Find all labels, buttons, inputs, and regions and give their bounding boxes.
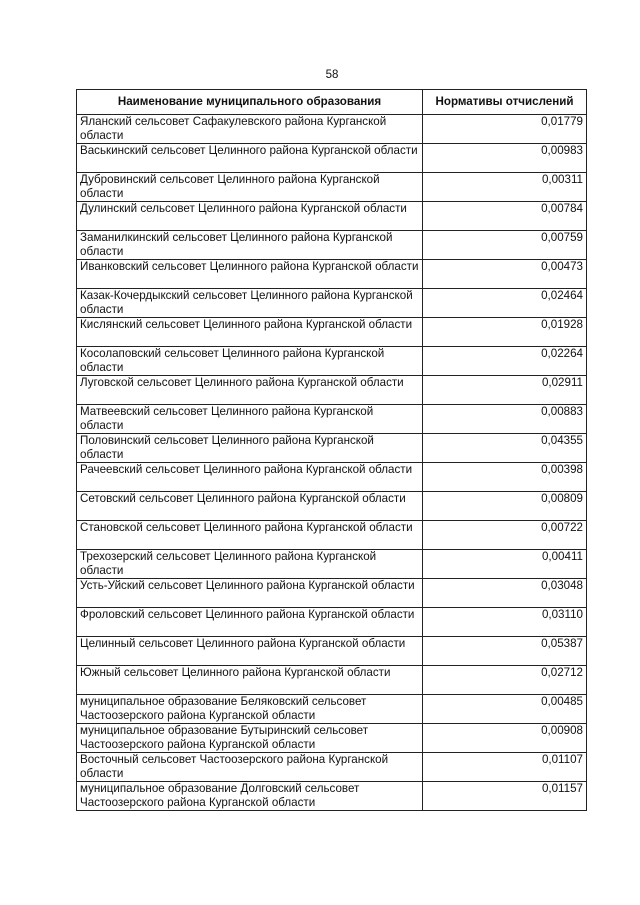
norms-table: [76, 89, 587, 811]
municipality-name-cell: муниципальное образование Бутыринский сельсовет Частоозерского района Курганской области: [77, 724, 423, 753]
norm-value-cell: 0,03048: [423, 579, 587, 608]
table-row: [77, 318, 587, 347]
norm-value-cell: 0,02911: [423, 376, 587, 405]
page-number: 58: [325, 69, 339, 81]
table-row: [77, 608, 587, 637]
norm-value-cell: 0,02712: [423, 666, 587, 695]
norm-value-cell: 0,00722: [423, 521, 587, 550]
column-header-name: Наименование муниципального образования: [77, 90, 423, 115]
norm-value-cell: 0,02464: [423, 289, 587, 318]
norm-value-cell: 0,01107: [423, 753, 587, 782]
table-row: [77, 231, 587, 260]
table-row: [77, 724, 587, 753]
table-row: [77, 521, 587, 550]
norm-value-cell: 0,00759: [423, 231, 587, 260]
table-row: [77, 637, 587, 666]
municipality-name-cell: Кислянский сельсовет Целинного района Курганской области: [77, 318, 423, 347]
municipality-name-cell: Целинный сельсовет Целинного района Курганской области: [77, 637, 423, 666]
municipality-name-cell: Дулинский сельсовет Целинного района Курганской области: [77, 202, 423, 231]
table-row: [77, 463, 587, 492]
table-row: [77, 347, 587, 376]
norm-value-cell: 0,00809: [423, 492, 587, 521]
table-header-row: [77, 90, 587, 115]
norm-value-cell: 0,01928: [423, 318, 587, 347]
norm-value-cell: 0,01157: [423, 782, 587, 811]
norm-value-cell: 0,00311: [423, 173, 587, 202]
norm-value-cell: 0,02264: [423, 347, 587, 376]
table-row: [77, 260, 587, 289]
table-row: [77, 173, 587, 202]
municipality-name-cell: Луговской сельсовет Целинного района Курганской области: [77, 376, 423, 405]
table-row: [77, 782, 587, 811]
municipality-name-cell: Дубровинский сельсовет Целинного района Курганской области: [77, 173, 423, 202]
municipality-name-cell: Трехозерский сельсовет Целинного района Курганской области: [77, 550, 423, 579]
table-row: [77, 115, 587, 144]
municipality-name-cell: муниципальное образование Долговский сельсовет Частоозерского района Курганской области: [77, 782, 423, 811]
table-row: [77, 492, 587, 521]
municipality-name-cell: Фроловский сельсовет Целинного района Курганской области: [77, 608, 423, 637]
norm-value-cell: 0,00983: [423, 144, 587, 173]
norm-value-cell: 0,00908: [423, 724, 587, 753]
municipality-name-cell: муниципальное образование Беляковский сельсовет Частоозерского района Курганской области: [77, 695, 423, 724]
municipality-name-cell: Усть-Уйский сельсовет Целинного района Курганской области: [77, 579, 423, 608]
municipality-name-cell: Казак-Кочердыкский сельсовет Целинного района Курганской области: [77, 289, 423, 318]
table-body: [77, 115, 587, 811]
norm-value-cell: 0,00411: [423, 550, 587, 579]
municipality-name-cell: Косолаповский сельсовет Целинного района Курганской области: [77, 347, 423, 376]
municipality-name-cell: Половинский сельсовет Целинного района Курганской области: [77, 434, 423, 463]
table-row: [77, 579, 587, 608]
table-row: [77, 376, 587, 405]
norm-value-cell: 0,00398: [423, 463, 587, 492]
table-row: [77, 289, 587, 318]
municipality-name-cell: Заманилкинский сельсовет Целинного района Курганской области: [77, 231, 423, 260]
municipality-name-cell: Рачеевский сельсовет Целинного района Курганской области: [77, 463, 423, 492]
municipality-name-cell: Становской сельсовет Целинного района Курганской области: [77, 521, 423, 550]
table-row: [77, 695, 587, 724]
municipality-name-cell: Восточный сельсовет Частоозерского района Курганской области: [77, 753, 423, 782]
norm-value-cell: 0,01779: [423, 115, 587, 144]
norm-value-cell: 0,00485: [423, 695, 587, 724]
column-header-norm: Нормативы отчислений: [423, 90, 587, 115]
table-row: [77, 753, 587, 782]
norm-value-cell: 0,04355: [423, 434, 587, 463]
norm-value-cell: 0,00473: [423, 260, 587, 289]
table-row: [77, 666, 587, 695]
table-row: [77, 434, 587, 463]
norm-value-cell: 0,00784: [423, 202, 587, 231]
municipality-name-cell: Южный сельсовет Целинного района Курганской области: [77, 666, 423, 695]
table-row: [77, 202, 587, 231]
table-row: [77, 144, 587, 173]
norm-value-cell: 0,03110: [423, 608, 587, 637]
norm-value-cell: 0,00883: [423, 405, 587, 434]
table-row: [77, 405, 587, 434]
norm-value-cell: 0,05387: [423, 637, 587, 666]
municipality-name-cell: Сетовский сельсовет Целинного района Курганской области: [77, 492, 423, 521]
municipality-name-cell: Иванковский сельсовет Целинного района Курганской области: [77, 260, 423, 289]
municipality-name-cell: Яланский сельсовет Сафакулевского района Курганской области: [77, 115, 423, 144]
municipality-name-cell: Матвеевский сельсовет Целинного района Курганской области: [77, 405, 423, 434]
municipality-name-cell: Васькинский сельсовет Целинного района Курганской области: [77, 144, 423, 173]
table-row: [77, 550, 587, 579]
